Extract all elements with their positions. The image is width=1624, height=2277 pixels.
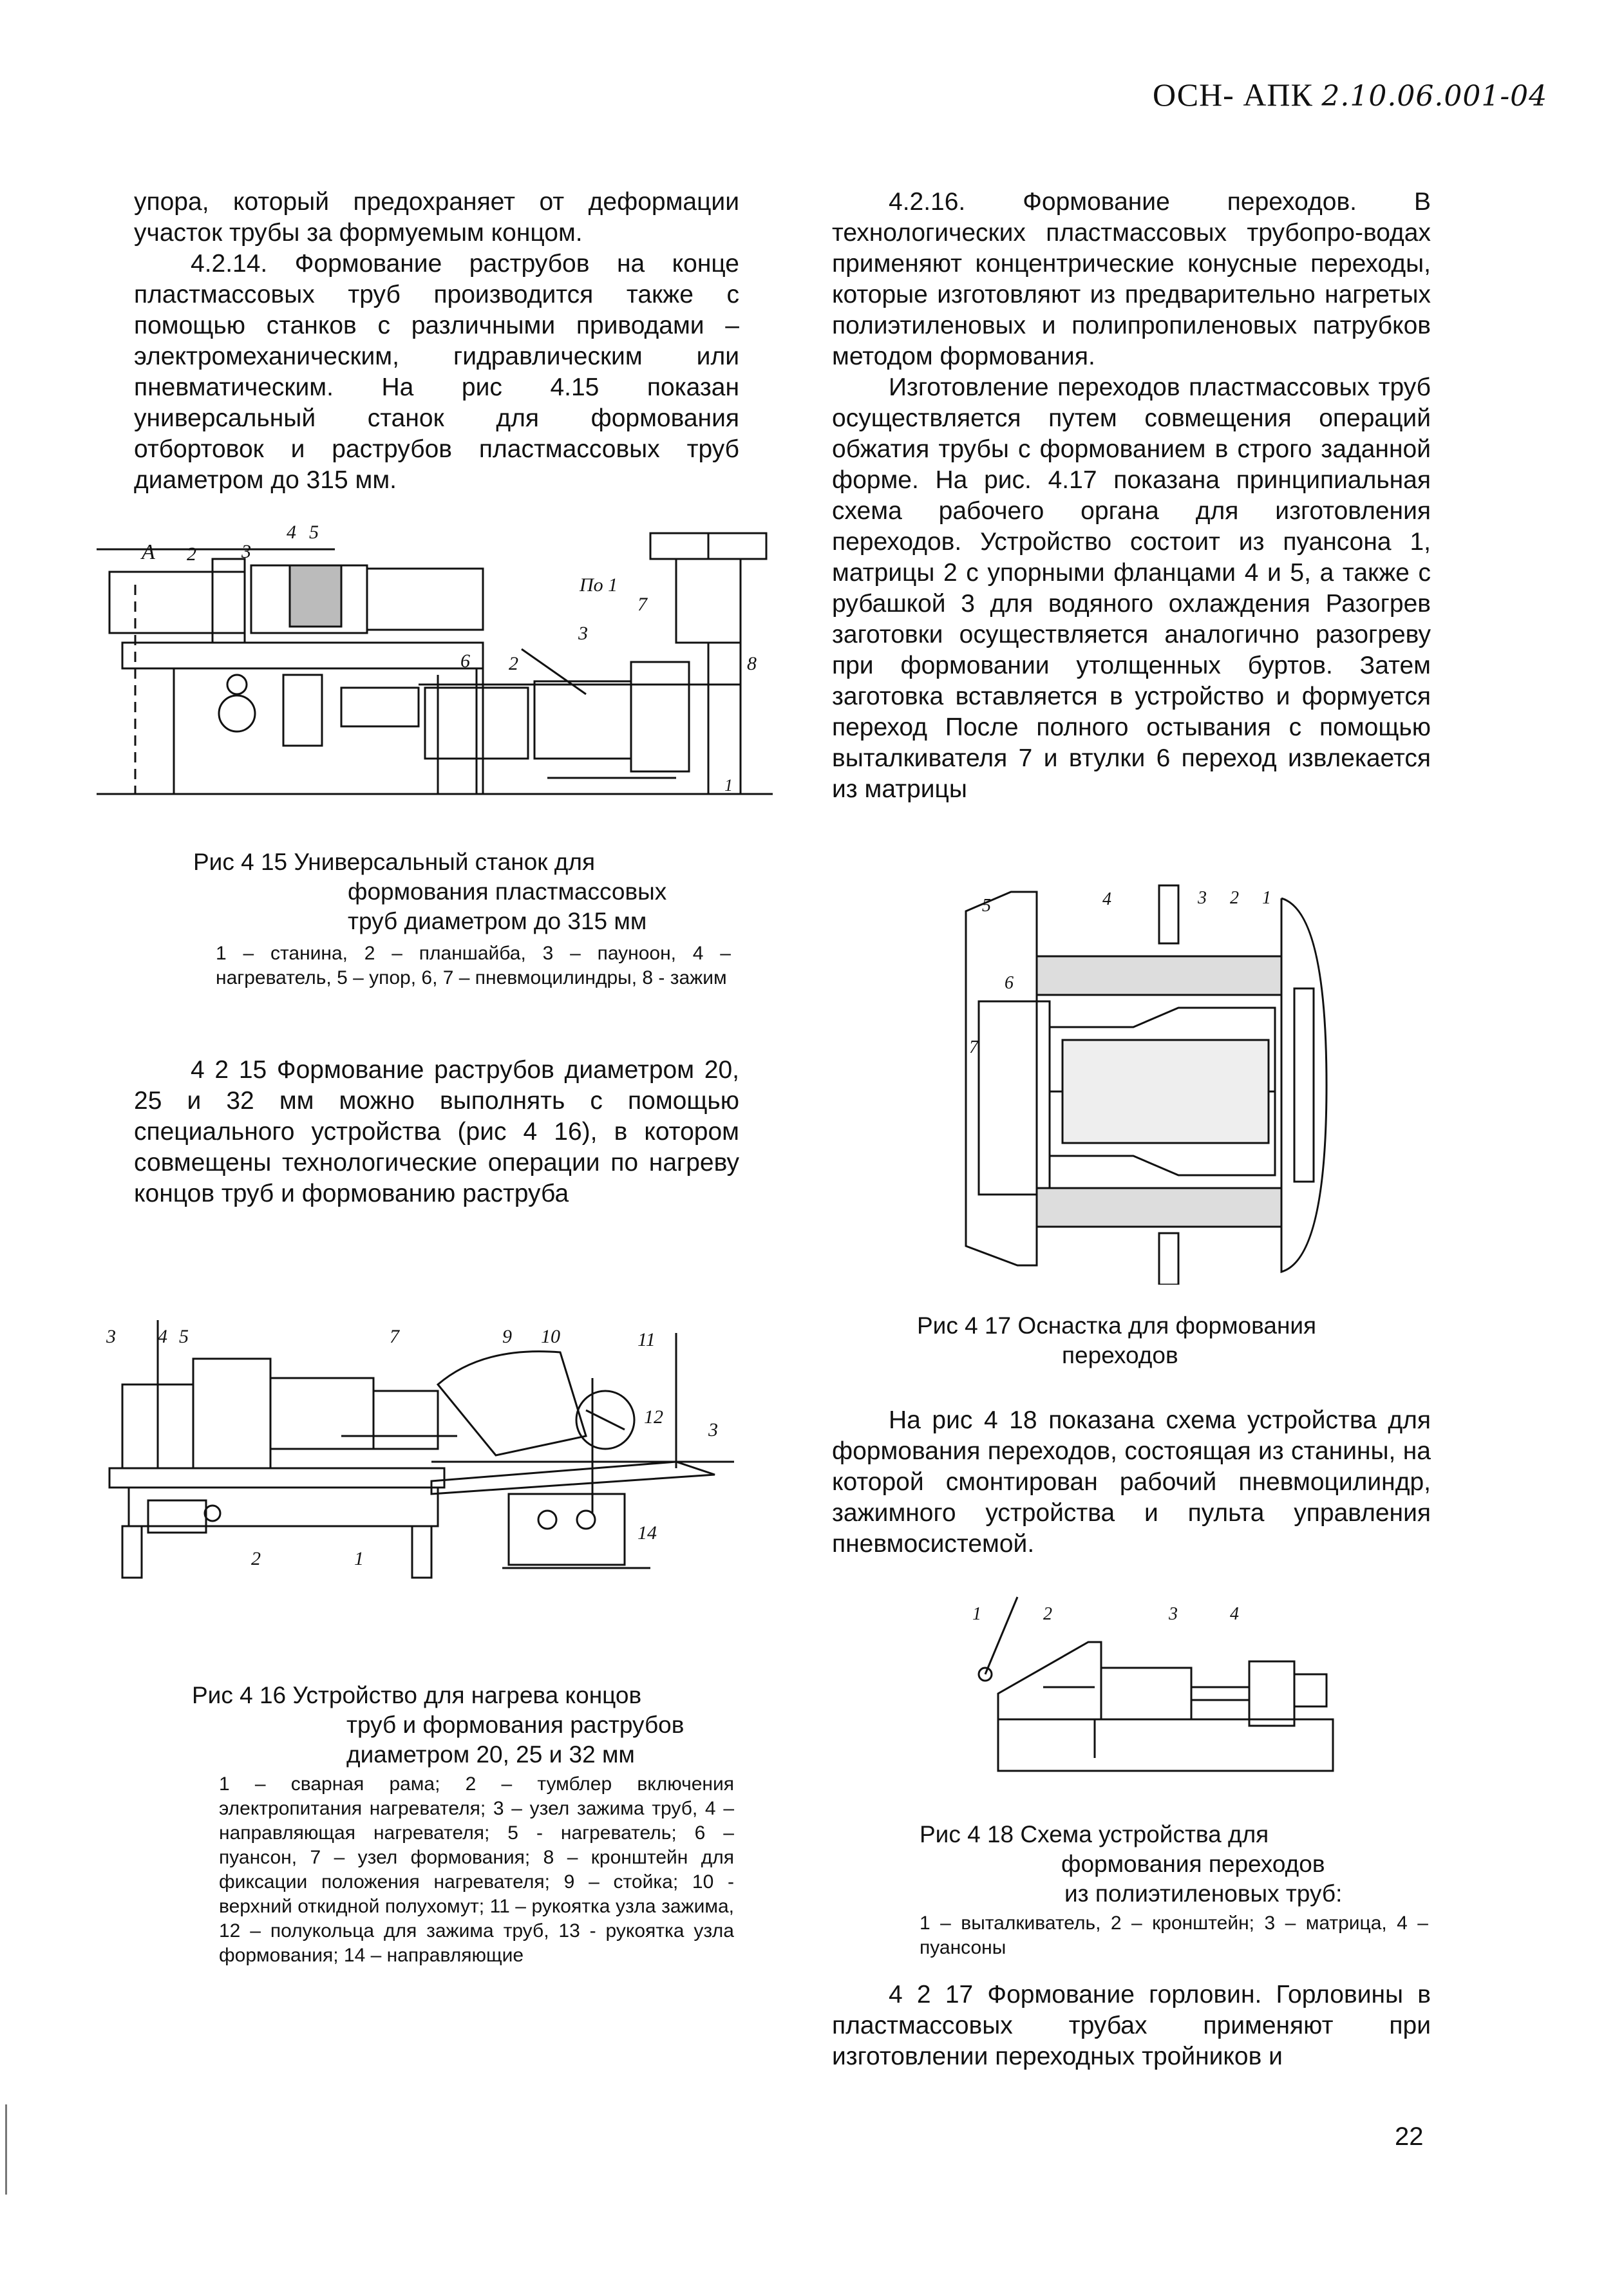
figure-4-16-caption: Рис 4 16 Устройство для нагрева концов труб и формования раструбов диаметром 20, 25 и 32 мм <box>192 1682 685 1768</box>
fig418-label-1: 1 <box>972 1604 981 1624</box>
figure-4-16-drawing <box>97 1307 773 1616</box>
paragraph: Изготовление переходов пластмассовых труб осуществляется путем совмещения операций обжатия трубы с формованием в строго заданной форме. На рис. 4.17 показана принципиальная схема рабочего органа для изготовления переходов. Устройство состоит из пуансона 1, матрицы 2 с упорными фланцами 4 и 5, а также с рубашкой 3 для водяного охлаждения Разогрев заготовки осуществляется аналогично разогреву при формовании утолщенных буртов. Затем заготовка вставляется в устройство и формуется переход После полного остывания с помощью выталкивателя 7 и втулки 6 переход извлекается из матрицы <box>832 373 1431 803</box>
fig417-label-4: 4 <box>1102 889 1111 909</box>
left-column-top <box>134 187 739 496</box>
paragraph: 4 2 15 Формование раструбов диаметром 20, 25 и 32 мм можно выполнять с помощью специального устройства (рис 4 16), в котором совмещены технологические операции по нагреву концов труб и формованию раструба <box>134 1056 739 1207</box>
fig415-label-6: 6 <box>460 650 470 672</box>
figure-4-17-caption: Рис 4 17 Оснастка для формования переходов <box>917 1312 1317 1368</box>
fig415-label-3: 3 <box>241 541 251 562</box>
fig416-label-4: 4 <box>158 1326 167 1347</box>
figure-4-15-caption: Рис 4 15 Универсальный станок для формования пластмассовых труб диаметром до 315 мм <box>193 849 667 934</box>
paragraph: упора, который предохраняет от деформации участок трубы за формуемым концом. <box>134 188 739 247</box>
document-code-handwritten: 2.10.06.001-04 <box>1321 80 1548 113</box>
document-code <box>1153 76 1565 113</box>
fig416-label-3: 3 <box>106 1326 116 1347</box>
right-column-bottom <box>832 1979 1431 2072</box>
paragraph: 4.2.14. Формование раструбов на конце пластмассовых труб производится также с помощью станков с различными приводами – электромеханическим, гидравлическим или пневматическим. На рис 4.15 показан универсальный станок для формования отбортовок и раструбов пластмассовых труб диаметром до 315 мм. <box>134 250 739 494</box>
figure-4-18-drawing <box>947 1591 1359 1784</box>
fig415-label-5: 5 <box>309 522 319 543</box>
document-code-printed: ОСН- АПК <box>1153 77 1313 113</box>
fig418-label-3: 3 <box>1169 1604 1178 1624</box>
fig417-label-1: 1 <box>1262 888 1271 908</box>
fig415-label-8: 8 <box>747 653 757 674</box>
figure-4-18-caption: Рис 4 18 Схема устройства для формования переходов из полиэтиленовых труб: <box>920 1821 1343 1907</box>
fig416-label-12: 12 <box>644 1406 663 1428</box>
paragraph: На рис 4 18 показана схема устройства для формования переходов, состоящая из станины, на которой смонтирован рабочий пневмоцилиндр, зажимного устройства и пульта управления пневмосистемой. <box>832 1406 1431 1558</box>
right-column-top <box>832 187 1431 805</box>
fig416-label-14: 14 <box>637 1522 657 1544</box>
fig417-label-2: 2 <box>1230 888 1239 908</box>
fig417-label-6: 6 <box>1005 973 1014 993</box>
fig415-label-4: 4 <box>287 522 296 543</box>
fig417-label-3: 3 <box>1198 888 1207 908</box>
fig416-label-2: 2 <box>251 1548 261 1569</box>
fig416-label-1: 1 <box>354 1548 364 1569</box>
left-column-mid <box>134 1055 739 1209</box>
scan-artifact-line <box>5 2104 7 2195</box>
page-number: 22 <box>1395 2122 1424 2151</box>
paragraph: 4.2.16. Формование переходов. В технологических пластмассовых трубопро-водах применяют концентрические конусные переходы, которые изготовляют из предварительно нагретых полиэтиленовых и полипропиленовых патрубков методом формования. <box>832 188 1431 370</box>
fig418-label-2: 2 <box>1043 1604 1052 1624</box>
figure-4-15-legend: 1 – станина, 2 – планшайба, 3 – пауноон, 4 – нагреватель, 5 – упор, 6, 7 – пневмоцилиндры, 8 - зажим <box>216 943 731 988</box>
fig417-label-5: 5 <box>982 896 991 916</box>
right-column-mid <box>832 1405 1431 1560</box>
fig416-label-9: 9 <box>502 1326 512 1347</box>
fig416-label-7: 7 <box>390 1326 399 1347</box>
fig416-label-5: 5 <box>179 1326 189 1347</box>
fig416-label-3b: 3 <box>708 1419 718 1441</box>
figure-4-16-legend: 1 – сварная рама; 2 – тумблер включения электропитания нагревателя; 3 – узел зажима труб, 4 – направляющая нагревателя; 5 - нагреватель; 6 – пуансон, 7 – узел формования; 8 – кронштейн для фиксации положения нагревателя; 9 – стойка; 10 - верхний откидной полухомут; 11 – рукоятка узла зажима, 12 – полукольца для зажима труб, 13 - рукоятка узла формования; 14 – направляющие <box>219 1773 734 1966</box>
fig415-label-2: 2 <box>187 543 196 565</box>
fig416-label-11: 11 <box>637 1329 656 1350</box>
fig415-label-7: 7 <box>637 594 647 615</box>
fig416-label-10: 10 <box>541 1326 560 1347</box>
figure-4-15-drawing <box>97 520 773 823</box>
paragraph: 4 2 17 Формование горловин. Горловины в пластмассовых трубах применяют при изготовлении переходных тройников и <box>832 1981 1431 2070</box>
figure-4-18-legend: 1 – выталкиватель, 2 – кронштейн; 3 – матрица, 4 – пуансоны <box>920 1913 1428 1958</box>
fig415-view-label: По 1 <box>580 574 618 596</box>
fig415-label-3b: 3 <box>578 623 588 644</box>
fig418-label-4: 4 <box>1230 1604 1239 1624</box>
fig417-label-7: 7 <box>969 1037 978 1057</box>
fig415-label-a: A <box>142 540 155 564</box>
fig415-label-1: 1 <box>724 776 733 795</box>
figure-4-17-drawing <box>953 873 1365 1285</box>
fig415-label-2b: 2 <box>509 653 518 674</box>
